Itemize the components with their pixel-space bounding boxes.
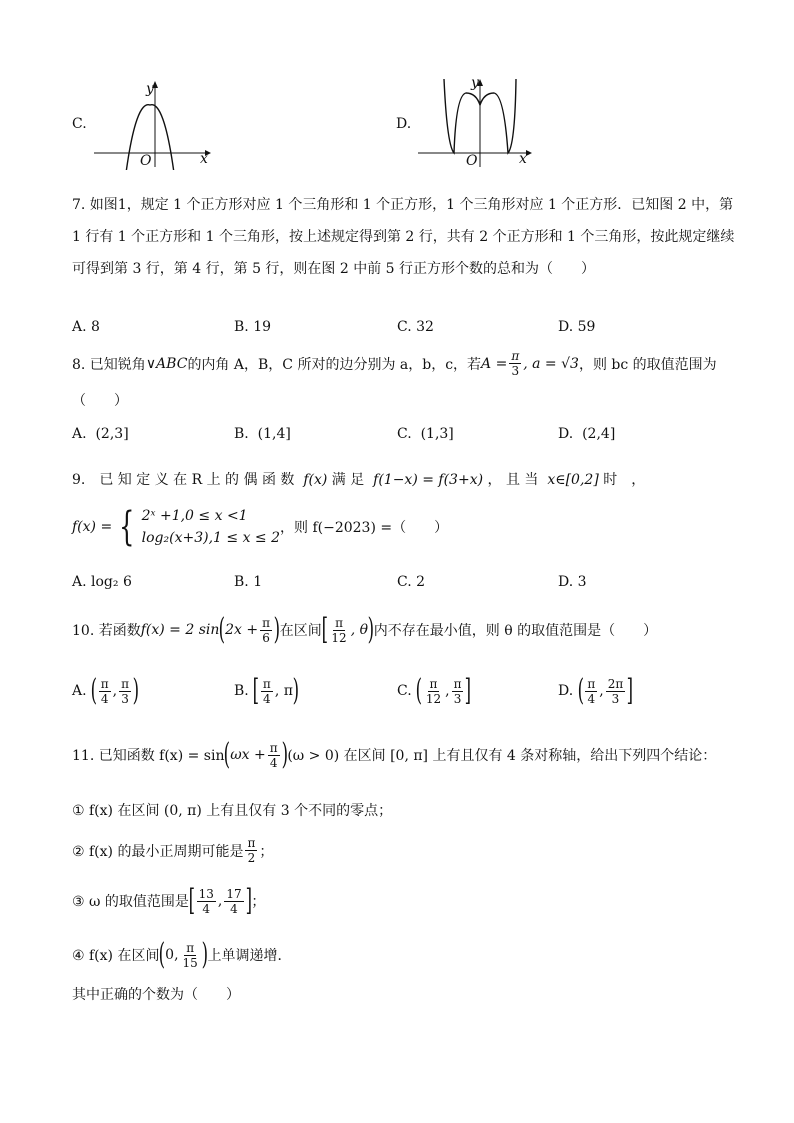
q8-triangle: ∨ABC xyxy=(145,355,188,372)
q9-option-a: A. log₂ 6 xyxy=(72,574,132,590)
option-d-label: D. xyxy=(396,116,412,132)
q8-option-c: C. (1,3] xyxy=(397,426,454,442)
q8-mid: 的内角 A，B，C 所对的边分别为 a，b，c，若 xyxy=(187,356,482,373)
q10-stem: 10. 若函数 f(x) = 2 sin ( 2x + $\frac{\pi}{6}$ ) 在区间 [ $\frac{\pi}{12}$ , θ ) 内不存在最小值，则 θ 的取值范围是（ ） xyxy=(72,612,658,647)
q11-ask: 其中正确的个数为（ ） xyxy=(72,987,240,1003)
q10-suffix: 内不存在最小值，则 θ 的取值范围是（ ） xyxy=(373,623,658,639)
q9-fx: f(x) xyxy=(303,472,328,488)
q9-condition: f(1−x) = f(3+x) xyxy=(373,472,484,488)
q11-conclusion-2: ② f(x) 的最小正周期可能是 $\frac{\pi}{2}$ ； xyxy=(72,836,274,865)
q8-suffix: ，则 bc 的取值范围为 xyxy=(578,356,717,373)
q9-fx-eq: f(x) = xyxy=(72,519,113,535)
graph-d-y-label: y xyxy=(471,75,479,91)
option-c-label: C. xyxy=(72,116,87,132)
q9-option-d: D. 3 xyxy=(558,574,587,590)
graph-d xyxy=(414,75,539,170)
q11-arg: ωx + xyxy=(230,747,266,763)
q7-line-3: 可得到第 3 行，第 4 行，第 5 行，则在图 2 中前 5 行正方形个数的总和为（ ） xyxy=(72,261,596,277)
q9-option-b: B. 1 xyxy=(234,574,263,590)
graph-c-origin: O xyxy=(140,153,152,169)
graph-d-x-label: x xyxy=(519,151,527,167)
q9-cases xyxy=(142,505,280,549)
q11-conclusion-4: ④ f(x) 在区间 ( 0, $\frac{\pi}{15}$ ) 上单调递增． xyxy=(72,937,292,972)
q8-frac-num: π xyxy=(511,349,520,363)
q10-arg-den: 6 xyxy=(262,630,270,645)
q9-line-1 xyxy=(72,469,645,489)
q10-option-a: A. ( $\frac{\pi}{4}$ , $\frac{\pi}{3}$ ) xyxy=(72,673,140,708)
q10-int-den: 12 xyxy=(331,630,347,645)
q7-line-2: 1 行有 1 个正方形和 1 个三角形，按上述规定得到第 2 行，共有 2 个正方形和 1 个三角形，按此规定继续 xyxy=(72,229,735,245)
q11-conclusion-1: ① f(x) 在区间 (0, π) 上有且仅有 3 个不同的零点； xyxy=(72,803,393,819)
q10-arg: 2x + xyxy=(225,622,259,638)
q9-brace: { xyxy=(119,504,135,550)
q10-option-d: D. ( $\frac{\pi}{4}$ , $\frac{2\pi}{3}$ ] xyxy=(558,673,634,708)
q8-a-eq: A = xyxy=(481,355,508,372)
q8-frac-den: 3 xyxy=(511,364,520,378)
q7-line-1: 7. 如图1，规定 1 个正方形对应 1 个三角形和 1 个正方形，1 个三角形对应 1 个正方形．已知图 2 中，第 xyxy=(72,197,734,213)
q10-theta: , θ xyxy=(350,622,369,638)
q11-condition: (ω > 0) 在区间 [0, π] 上有且仅有 4 条对称轴，给出下列四个结论： xyxy=(287,748,717,764)
q8-fraction xyxy=(509,349,521,378)
q9-ask: ，则 f(−2023) =（ ） xyxy=(280,520,449,536)
q9-text-d: 时 ， xyxy=(603,472,646,488)
q9-piecewise xyxy=(72,505,448,549)
q10-option-b: B. [ $\frac{\pi}{4}$ , π ) xyxy=(234,673,300,708)
q9-case-1: 2ˣ +1,0 ≤ x <1 xyxy=(141,508,248,524)
q8-paren: （ ） xyxy=(72,393,128,409)
q8-option-b: B. (1,4] xyxy=(234,426,291,442)
q7-option-c: C. 32 xyxy=(397,319,434,335)
q7-option-a: A. 8 xyxy=(72,319,100,335)
q10-fx: f(x) = 2 sin xyxy=(140,622,220,638)
q11-prefix: 11. 已知函数 f(x) = sin xyxy=(72,748,225,764)
graph-c-x-label: x xyxy=(200,151,208,167)
q8-stem xyxy=(72,349,717,378)
q9-text-b: 满 足 xyxy=(331,472,365,488)
q10-prefix: 10. 若函数 xyxy=(72,623,141,639)
q10-mid: 在区间 xyxy=(279,623,322,639)
q9-text-a: 9. 已 知 定 义 在 R 上 的 偶 函 数 xyxy=(72,472,295,488)
q10-arg-num: π xyxy=(262,615,270,630)
q8-option-d: D. (2,4] xyxy=(558,426,616,442)
graph-c xyxy=(90,75,215,170)
q9-case-2: log₂(x+3),1 ≤ x ≤ 2 xyxy=(141,530,280,546)
q9-text-c: ， 且 当 xyxy=(487,472,539,488)
q11-conclusion-3: ③ ω 的取值范围是 [ $\frac{13}{4}$ , $\frac{17}{4}$ ] ； xyxy=(72,883,266,918)
q8-prefix: 8. 已知锐角 xyxy=(72,356,146,373)
q8-option-a: A. (2,3] xyxy=(72,426,129,442)
q7-option-b: B. 19 xyxy=(234,319,272,335)
q7-option-d: D. 59 xyxy=(558,319,596,335)
q10-option-c: C. ( $\frac{\pi}{12}$ , $\frac{\pi}{3}$ ] xyxy=(397,673,472,708)
q11-stem: 11. 已知函数 f(x) = sin ( ωx + $\frac{\pi}{4}$ ) (ω > 0) 在区间 [0, π] 上有且仅有 4 条对称轴，给出下列四个结论： xyxy=(72,737,717,772)
q10-int-num: π xyxy=(335,615,343,630)
graph-d-origin: O xyxy=(466,153,478,169)
q8-side-a: , a = √3 xyxy=(523,355,579,372)
q9-option-c: C. 2 xyxy=(397,574,426,590)
graph-c-y-label: y xyxy=(146,81,154,97)
q9-domain: x∈[0,2] xyxy=(547,472,599,488)
